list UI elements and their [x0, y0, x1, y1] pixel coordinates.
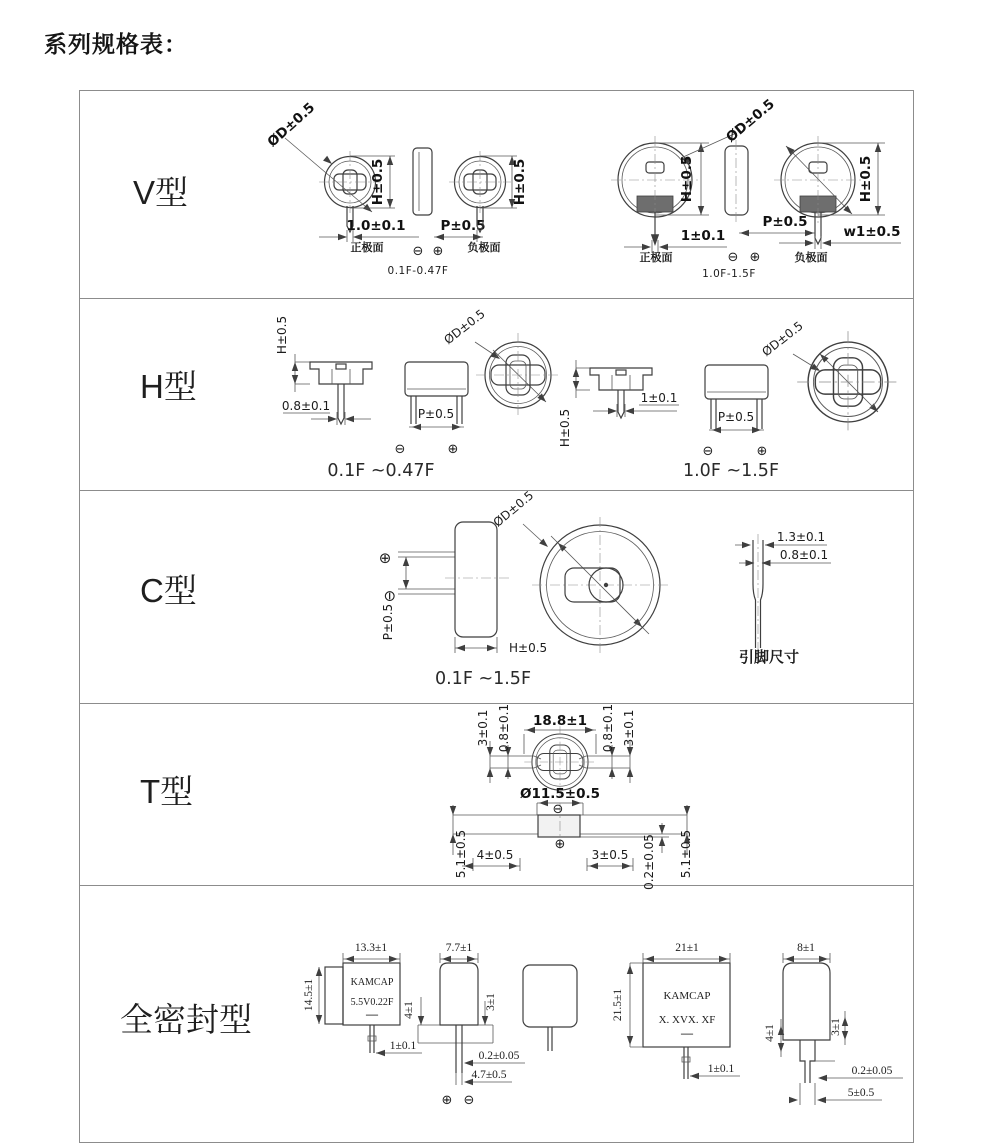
sealed-d1-spec: 5.5V0.22F — [350, 997, 394, 1008]
v-small-lead-dim: 1.0±0.1 — [346, 218, 406, 234]
v-small-h-dim-2: H±0.5 — [512, 158, 528, 206]
c-pitch-dim: P±0.5 — [381, 603, 395, 641]
h-large-pitch-dim: P±0.5 — [717, 410, 755, 424]
sealed-d5-h1-dim: 4±1 — [764, 1024, 776, 1042]
c-h-dim: H±0.5 — [509, 641, 548, 655]
h-large-range-label: 1.0F ~1.5F — [682, 461, 780, 481]
t-dia-dim: Ø11.5±0.5 — [519, 786, 601, 802]
v-large-negative-face-label: 负极面 — [794, 251, 828, 264]
t-width-dim: 18.8±1 — [532, 713, 588, 729]
c-negative-icon: ⊖ — [381, 589, 399, 603]
t-right-dim: 3±0.5 — [591, 848, 629, 862]
h-large-top-view — [793, 331, 899, 433]
v-small-dia-dim: ØD±0.5 — [264, 99, 319, 151]
sealed-d2-h2-dim: 3±1 — [485, 993, 497, 1011]
sealed-d4-spec: X. XVX. XF — [658, 1014, 716, 1026]
h-small-lead-dim: 0.8±0.1 — [281, 399, 331, 413]
t-thick-dim: 0.2±0.05 — [642, 834, 656, 890]
sealed-d2-width-dim: 7.7±1 — [445, 942, 473, 954]
row-label-c: C型 — [140, 572, 197, 609]
h-type-drawing — [79, 298, 914, 490]
t-inner-dim-left: 0.8±0.1 — [497, 703, 511, 753]
c-top-view — [523, 517, 668, 653]
t-positive-icon: ⊕ — [554, 837, 566, 852]
row-label-sealed: 全密封型 — [120, 1001, 252, 1038]
h-small-dia-dim: ØD±0.5 — [441, 306, 488, 348]
sealed-d2-negative-icon: ⊖ — [463, 1093, 475, 1108]
page-title: 系列规格表： — [44, 31, 188, 57]
v-large-negative-icon: ⊖ — [727, 250, 739, 265]
c-pin-inner-dim: 0.8±0.1 — [779, 548, 829, 562]
h-large-h-dim: H±0.5 — [558, 408, 572, 448]
c-dia-dim: ØD±0.5 — [490, 488, 537, 530]
v-large-dia-dim: ØD±0.5 — [723, 96, 778, 146]
t-outer-dim-left: 3±0.1 — [476, 709, 490, 747]
row-label-h: H型 — [140, 368, 197, 405]
sealed-d4-polarity-mark: — — [681, 1026, 693, 1040]
h-small-h-dim: H±0.5 — [275, 315, 289, 355]
t-inner-dim-right: 0.8±0.1 — [601, 703, 615, 753]
row-label-v: V型 — [133, 174, 189, 211]
h-large-side-view-1 — [573, 360, 679, 418]
t-left-dim: 4±0.5 — [476, 848, 514, 862]
h-large-dia-dim: ØD±0.5 — [759, 318, 806, 360]
sealed-d4-lead-dim: 1±0.1 — [707, 1063, 735, 1075]
c-type-drawing — [79, 490, 914, 703]
sealed-d2-lead-len-dim: 4.7±0.5 — [471, 1069, 507, 1081]
v-small-positive-icon: ⊕ — [432, 244, 444, 259]
t-negative-icon: ⊖ — [552, 802, 564, 817]
h-small-range-label: 0.1F ~0.47F — [327, 461, 435, 481]
sealed-d3-view — [523, 965, 577, 1051]
sealed-d5-h2-dim: 3±1 — [830, 1018, 842, 1036]
v-large-range-label: 1.0F-1.5F — [702, 268, 756, 280]
sealed-d2-h1-dim: 4±1 — [403, 1001, 415, 1019]
v-large-h-dim-2: H±0.5 — [858, 155, 874, 203]
sealed-d5-lead-width-dim: 5±0.5 — [847, 1087, 875, 1099]
h-small-pitch-dim: P±0.5 — [417, 407, 455, 421]
sealed-d5-width-dim: 8±1 — [797, 942, 815, 954]
row-label-t: T型 — [140, 773, 194, 810]
c-pin-outer-dim: 1.3±0.1 — [776, 530, 826, 544]
v-small-positive-face-label: 正极面 — [350, 241, 384, 254]
sealed-d4-height-dim: 21.5±1 — [612, 988, 624, 1022]
h-small-top-view — [475, 333, 560, 417]
sealed-d2-positive-icon: ⊕ — [441, 1093, 453, 1108]
sealed-d1-height-dim: 14.5±1 — [303, 978, 315, 1012]
v-type-drawing — [79, 90, 914, 298]
t-height-dim-right: 5.1±0.5 — [679, 829, 693, 879]
v-small-h-dim-1: H±0.5 — [370, 158, 386, 206]
sealed-d4-brand: KAMCAP — [663, 990, 711, 1002]
sealed-d5-thick-dim: 0.2±0.05 — [851, 1065, 893, 1077]
c-positive-icon: ⊕ — [378, 549, 392, 567]
sealed-d1-polarity-mark: — — [366, 1007, 378, 1021]
v-large-lead-dim: 1±0.1 — [680, 228, 726, 244]
sealed-d1-width-dim: 13.3±1 — [354, 942, 388, 954]
v-large-width-dim: w1±0.5 — [843, 224, 901, 240]
h-large-negative-icon: ⊖ — [702, 444, 714, 459]
sealed-type-drawing — [79, 885, 914, 1143]
sealed-d2-thick-dim: 0.2±0.05 — [478, 1050, 520, 1062]
v-small-pitch-dim: P±0.5 — [440, 218, 486, 234]
v-small-negative-icon: ⊖ — [412, 244, 424, 259]
c-range-label: 0.1F ~1.5F — [434, 669, 532, 689]
sealed-d4-width-dim: 21±1 — [675, 942, 699, 954]
t-type-drawing — [79, 703, 914, 890]
v-large-positive-face-label: 正极面 — [639, 251, 673, 264]
v-small-negative-face-label: 负极面 — [467, 241, 501, 254]
h-small-negative-icon: ⊖ — [394, 442, 406, 457]
sealed-d1-lead-dim: 1±0.1 — [389, 1040, 417, 1052]
h-large-lead-dim: 1±0.1 — [640, 391, 678, 405]
v-large-h-dim-1: H±0.5 — [679, 155, 695, 203]
sealed-d2-view — [418, 953, 525, 1085]
t-outer-dim-right: 3±0.1 — [622, 709, 636, 747]
h-small-positive-icon: ⊕ — [447, 442, 459, 457]
c-pin-caption: 引脚尺寸 — [738, 648, 800, 666]
c-lead-lines — [398, 552, 455, 594]
sealed-d1-brand: KAMCAP — [350, 977, 394, 988]
h-large-positive-icon: ⊕ — [756, 444, 768, 459]
t-height-dim-left: 5.1±0.5 — [454, 829, 468, 879]
c-side-view — [445, 522, 509, 653]
v-large-pitch-dim: P±0.5 — [762, 214, 808, 230]
h-small-side-view-1 — [283, 354, 372, 425]
v-small-range-label: 0.1F-0.47F — [387, 265, 449, 277]
v-large-positive-icon: ⊕ — [749, 250, 761, 265]
